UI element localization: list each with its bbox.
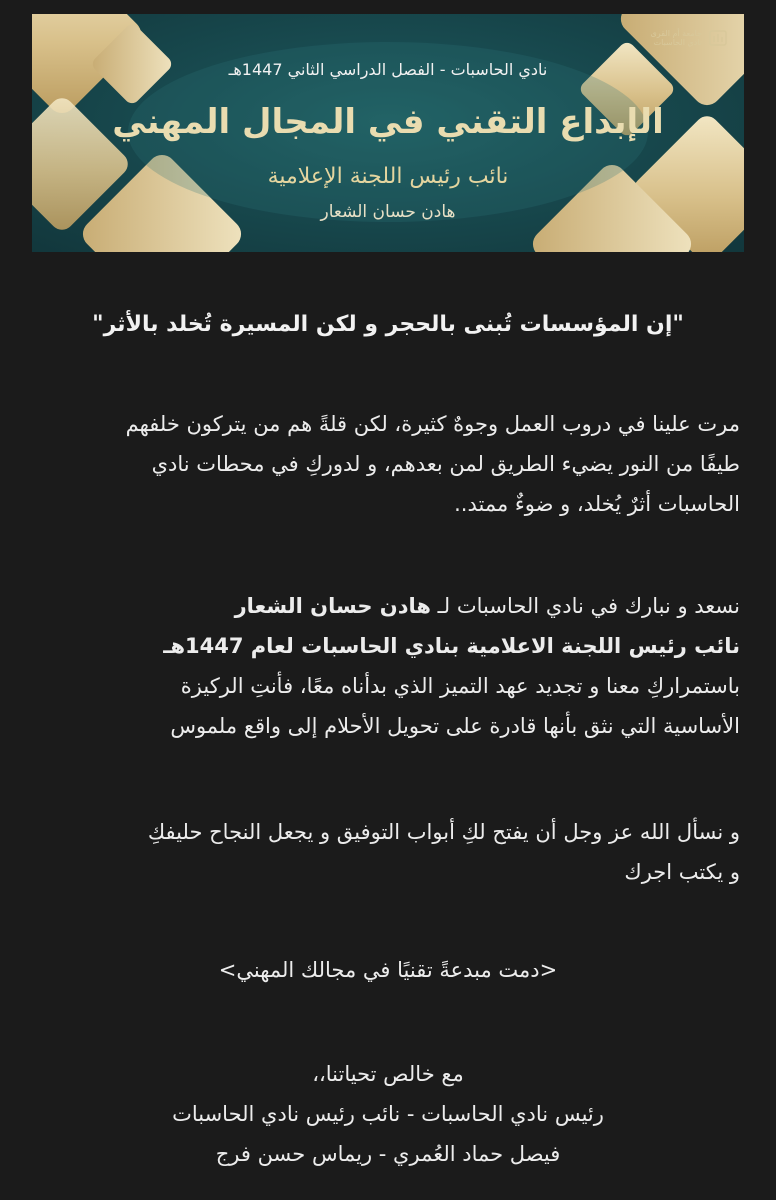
university-logo [651, 26, 728, 50]
banner-subtitle: نادي الحاسبات - الفصل الدراسي الثاني 1447هـ [228, 60, 548, 79]
paragraph-line: و يكتب اجرك [624, 860, 740, 884]
paragraph-congratulations [36, 586, 740, 746]
paragraph-line [36, 586, 740, 626]
paragraph-intro [36, 404, 740, 524]
paragraph-line: الحاسبات أثرٌ يُخلد، و ضوءٌ ممتد.. [454, 492, 740, 516]
paragraph-line: باستمراركِ معنا و تجديد عهد التميز الذي بدأناه معًا، فأنتِ الركيزة [180, 674, 740, 698]
banner-title: الإبداع التقني في المجال المهني [112, 102, 664, 142]
paragraph-line: مرت علينا في دروب العمل وجوهٌ كثيرة، لكن قلةً هم من يتركون خلفهم [125, 412, 740, 436]
logo-line-2: نادي الحاسبات [653, 38, 702, 47]
paragraph-line: طيفًا من النور يضيء الطريق لمن بعدهم، و لدوركِ في محطات نادي [151, 452, 740, 476]
header-banner-image [32, 14, 744, 252]
congrats-prefix: نسعد و نبارك في نادي الحاسبات لـ [430, 594, 740, 618]
signature-greeting: مع خالص تحياتنا،، [312, 1062, 464, 1086]
logo-emblem-icon [708, 28, 728, 48]
signature-titles: رئيس نادي الحاسبات - نائب رئيس نادي الحاسبات [172, 1102, 604, 1126]
paragraph-line: و نسأل الله عز وجل أن يفتح لكِ أبواب التوفيق و يجعل النجاح حليفكِ [147, 820, 740, 844]
paragraph-prayer [36, 812, 740, 892]
signature-names: فيصل حماد العُمري - ريماس حسن فرج [215, 1142, 561, 1166]
banner-role: نائب رئيس اللجنة الإعلامية [267, 164, 509, 189]
honoree-name: هادن حسان الشعار [234, 594, 431, 618]
post-quote: "إن المؤسسات تُبنى بالحجر و لكن المسيرة تُخلد بالأثر" [92, 312, 684, 337]
paragraph-line: الأساسية التي نثق بأنها قادرة على تحويل الأحلام إلى واقع ملموس [170, 714, 740, 738]
honoree-role: نائب رئيس اللجنة الاعلامية بنادي الحاسبات لعام 1447هـ [163, 634, 740, 658]
closing-line: <دمت مبدعةً تقنيًا في مجالك المهني> [218, 958, 558, 982]
logo-line-1: جامعة أم القرى [650, 29, 702, 38]
banner-name: هادن حسان الشعار [320, 202, 456, 222]
signature-block [36, 1054, 740, 1174]
logo-text [651, 29, 702, 47]
